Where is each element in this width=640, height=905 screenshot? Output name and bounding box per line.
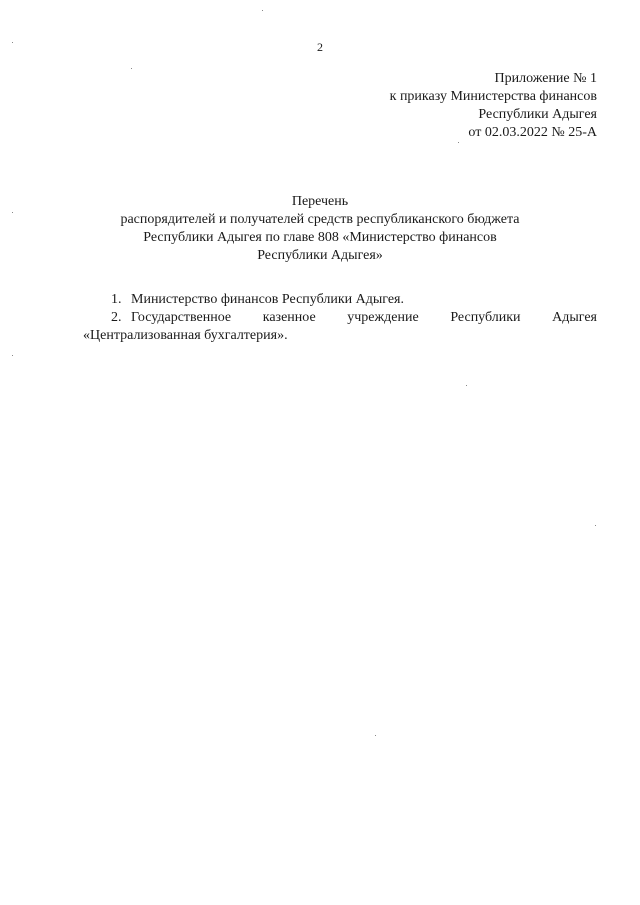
list-item (83, 291, 597, 309)
scan-speck (458, 142, 459, 143)
list-item-word: учреждение (347, 310, 419, 325)
list-item-word: Государственное (131, 310, 232, 325)
list-item-word: казенное (262, 310, 316, 325)
appendix-line-4: от 02.03.2022 № 25-А (468, 125, 597, 140)
title-line-1: Перечень (291, 194, 349, 209)
scan-speck (12, 355, 13, 356)
scan-speck (466, 385, 467, 386)
list-item-text: Министерство финансов Республики Адыгея. (131, 292, 404, 307)
scan-speck (12, 212, 13, 213)
appendix-header (390, 70, 597, 142)
list-item (83, 309, 597, 327)
scan-speck (595, 525, 596, 526)
list-item-word: Адыгея (552, 310, 597, 325)
document-title (0, 193, 640, 265)
list-item-word: Республики (450, 310, 521, 325)
title-line-4: Республики Адыгея» (257, 248, 383, 263)
title-line-3: Республики Адыгея по главе 808 «Министерство финансов (143, 230, 497, 245)
scan-speck (262, 10, 263, 11)
scan-speck (12, 42, 13, 43)
appendix-line-3: Республики Адыгея (478, 107, 597, 122)
scan-speck (375, 735, 376, 736)
institution-list (83, 291, 597, 345)
list-item-number: 2. (111, 310, 122, 325)
title-line-2: распорядителей и получателей средств республиканского бюджета (120, 212, 520, 227)
list-item-text (131, 309, 597, 327)
appendix-line-1: Приложение № 1 (494, 71, 597, 86)
list-item-number: 1. (111, 292, 122, 307)
scan-speck (131, 68, 132, 69)
page-number: 2 (317, 40, 323, 54)
appendix-line-2: к приказу Министерства финансов (389, 89, 597, 104)
list-item-continuation: «Централизованная бухгалтерия». (83, 328, 288, 343)
